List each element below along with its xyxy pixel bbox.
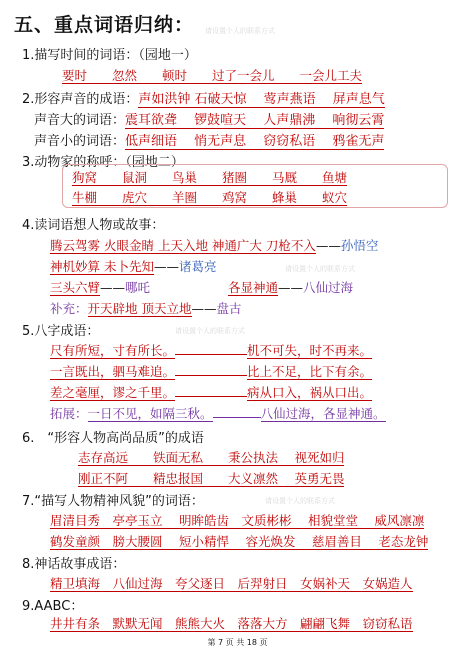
myth-idioms-row: 精卫填海 八仙过海 夸父逐日 后羿射日 女娲补天 女娲造人 — [50, 576, 413, 591]
character-row-2: 神机妙算 未卜先知——诸葛亮 — [50, 259, 217, 274]
watermark: 请设置个人的联系方式 — [205, 27, 275, 35]
appearance-row-1: 眉清目秀 亭亭玉立 明眸皓齿 文质彬彬 相貌堂堂 威风凛凛 — [50, 513, 425, 528]
idiom-row-2: 一言既出，驷马难追。 比上不足，比下有余。 — [50, 364, 373, 379]
character-row-1: 腾云驾雾 火眼金睛 上天入地 神通广大 刀枪不入——孙悟空 — [50, 238, 379, 253]
idiom-row-3: 差之毫厘，谬之千里。 病从口入，祸从口出。 — [50, 385, 373, 400]
character-row-3: 三头六臂——哪吒 各显神通——八仙过海 — [50, 280, 354, 295]
appearance-row-2: 鹤发童颜 膀大腰圆 短小精悍 容光焕发 慈眉善目 老态龙钟 — [50, 534, 429, 549]
sound-idioms: 声如洪钟 石破天惊 莺声燕语 屏声息气 — [138, 92, 385, 107]
idiom-row-4: 拓展：一日不见，如隔三秋。 八仙过海，各显神通。 — [50, 406, 386, 421]
watermark: 请设置个人的联系方式 — [285, 265, 355, 273]
watermark: 请设置个人的联系方式 — [265, 497, 335, 505]
aabc-row: 井井有条 默默无闻 熊熊大火 落落大方 翩翩飞舞 窃窃私语 — [50, 616, 413, 631]
heading-eight-char-idioms: 5.八字成语： — [22, 324, 100, 339]
heading-aabc: 9.AABC： — [22, 599, 84, 614]
heading-characters: 4.读词语想人物或故事： — [22, 218, 165, 233]
heading-sound-idioms: 2.形容声音的成语：声如洪钟 石破天惊 莺声燕语 屏声息气 — [22, 92, 385, 107]
time-words: 要时 忽然 顿时 过了一会儿 一会儿工夫 — [62, 68, 363, 83]
animal-homes-row1: 狗窝 鼠洞 鸟巢 猪圈 马厩 鱼塘 — [72, 170, 348, 185]
heading-appearance: 7.“描写人物精神风貌”的词语： — [22, 494, 204, 509]
soft-words: 低声细语 悄无声息 窃窃私语 鸦雀无声 — [125, 134, 385, 149]
noble-row-2: 刚正不阿 精忠报国 大义凛然 英勇无畏 — [78, 471, 345, 486]
section-title: 五、重点词语归纳： — [14, 14, 195, 36]
watermark: 请设置个人的联系方式 — [175, 327, 245, 335]
soft-words-row: 声音小的词语：低声细语 悄无声息 窃窃私语 鸦雀无声 — [34, 134, 385, 149]
heading-noble-qualities: 6. “形容人物高尚品质”的成语 — [22, 431, 204, 446]
noble-row-1: 志存高远 铁面无私 秉公执法 视死如归 — [78, 450, 345, 465]
loud-words-row: 声音大的词语：震耳欲聋 锣鼓喧天 人声鼎沸 响彻云霄 — [34, 113, 385, 128]
loud-words: 震耳欲聋 锣鼓喧天 人声鼎沸 响彻云霄 — [125, 113, 385, 128]
animal-homes-row2: 牛棚 虎穴 羊圈 鸡窝 蜂巢 蚁穴 — [72, 190, 348, 205]
heading-animal-homes: 3.动物家的称呼：（园地二） — [22, 155, 184, 170]
heading-myth-idioms: 8.神话故事成语： — [22, 557, 126, 572]
character-row-4: 补充：开天辟地 顶天立地——盘古 — [50, 301, 242, 316]
idiom-row-1: 尺有所短，寸有所长。 机不可失，时不再来。 — [50, 343, 373, 358]
heading-time-words: 1.描写时间的词语：（园地一） — [22, 48, 197, 63]
page-number: 第 7 页 共 18 页 — [207, 638, 268, 647]
